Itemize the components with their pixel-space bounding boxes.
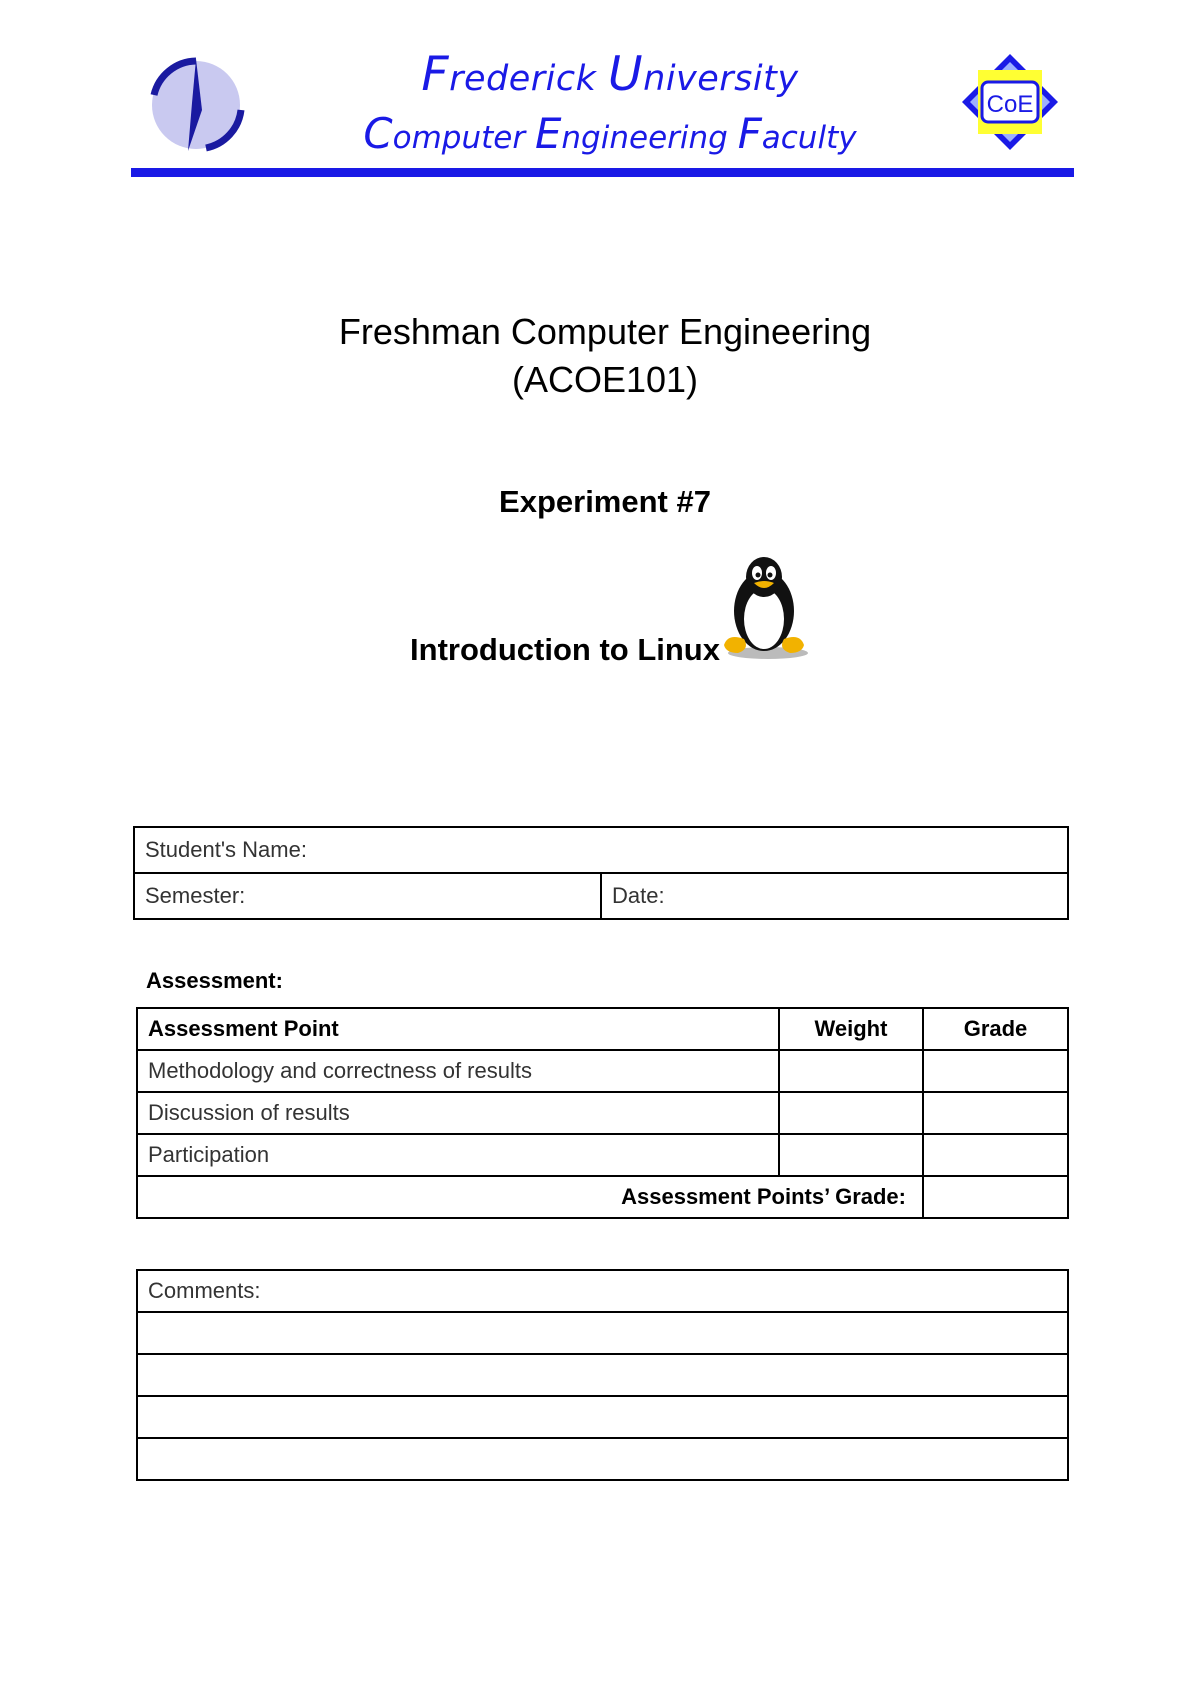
semester-field[interactable] — [134, 873, 601, 919]
experiment-number: Experiment #7 — [499, 484, 711, 519]
comments-label-cell[interactable] — [137, 1270, 1068, 1312]
table-row — [137, 1270, 1068, 1312]
total-grade-cell[interactable] — [923, 1176, 1068, 1218]
weight-cell[interactable] — [779, 1134, 923, 1176]
comments-label: Comments: — [148, 1278, 261, 1303]
total-grade-label: Assessment Points’ Grade: — [137, 1176, 923, 1218]
semester-label: Semester: — [145, 883, 246, 908]
assessment-point-cell: Methodology and correctness of results — [137, 1050, 779, 1092]
comment-line — [137, 1354, 1068, 1396]
coe-logo-text: CoE — [986, 91, 1034, 118]
page-header — [0, 0, 1200, 185]
header-assessment-point: Assessment Point — [137, 1008, 779, 1050]
date-label: Date: — [612, 883, 665, 908]
header-rule — [131, 168, 1074, 177]
table-row — [137, 1050, 1068, 1092]
comment-line — [137, 1396, 1068, 1438]
assessment-table — [136, 1007, 1069, 1219]
date-field[interactable] — [601, 873, 1068, 919]
course-name: Freshman Computer Engineering — [338, 311, 872, 352]
student-info-table — [133, 826, 1069, 920]
tux-penguin-icon — [718, 553, 810, 661]
grade-cell[interactable] — [923, 1050, 1068, 1092]
comment-line-cell[interactable] — [137, 1438, 1068, 1480]
comment-line-cell[interactable] — [137, 1312, 1068, 1354]
table-row — [137, 1134, 1068, 1176]
grade-cell[interactable] — [923, 1092, 1068, 1134]
comment-line-cell[interactable] — [137, 1354, 1068, 1396]
assessment-section-label: Assessment: — [146, 968, 283, 993]
table-row — [134, 873, 1068, 919]
university-name: Frederick University — [421, 47, 799, 102]
faculty-name: Computer Engineering Faculty — [363, 109, 857, 158]
table-row — [137, 1176, 1068, 1218]
header-grade: Grade — [923, 1008, 1068, 1050]
student-name-field[interactable] — [134, 827, 1068, 873]
table-header-row — [137, 1008, 1068, 1050]
grade-cell[interactable] — [923, 1134, 1068, 1176]
university-logo — [146, 55, 246, 155]
comment-line-cell[interactable] — [137, 1396, 1068, 1438]
comments-table — [136, 1269, 1069, 1481]
weight-cell[interactable] — [779, 1050, 923, 1092]
comment-line — [137, 1312, 1068, 1354]
assessment-point-cell: Participation — [137, 1134, 779, 1176]
experiment-topic: Introduction to Linux — [410, 632, 720, 667]
header-title-block — [340, 46, 880, 164]
comment-line — [137, 1438, 1068, 1480]
course-title — [200, 308, 1010, 404]
course-code: (ACOE101) — [511, 359, 699, 400]
table-row — [134, 827, 1068, 873]
weight-cell[interactable] — [779, 1092, 923, 1134]
assessment-point-cell: Discussion of results — [137, 1092, 779, 1134]
table-row — [137, 1092, 1068, 1134]
coe-logo — [960, 52, 1060, 152]
header-weight: Weight — [779, 1008, 923, 1050]
student-name-label: Student's Name: — [145, 837, 307, 862]
